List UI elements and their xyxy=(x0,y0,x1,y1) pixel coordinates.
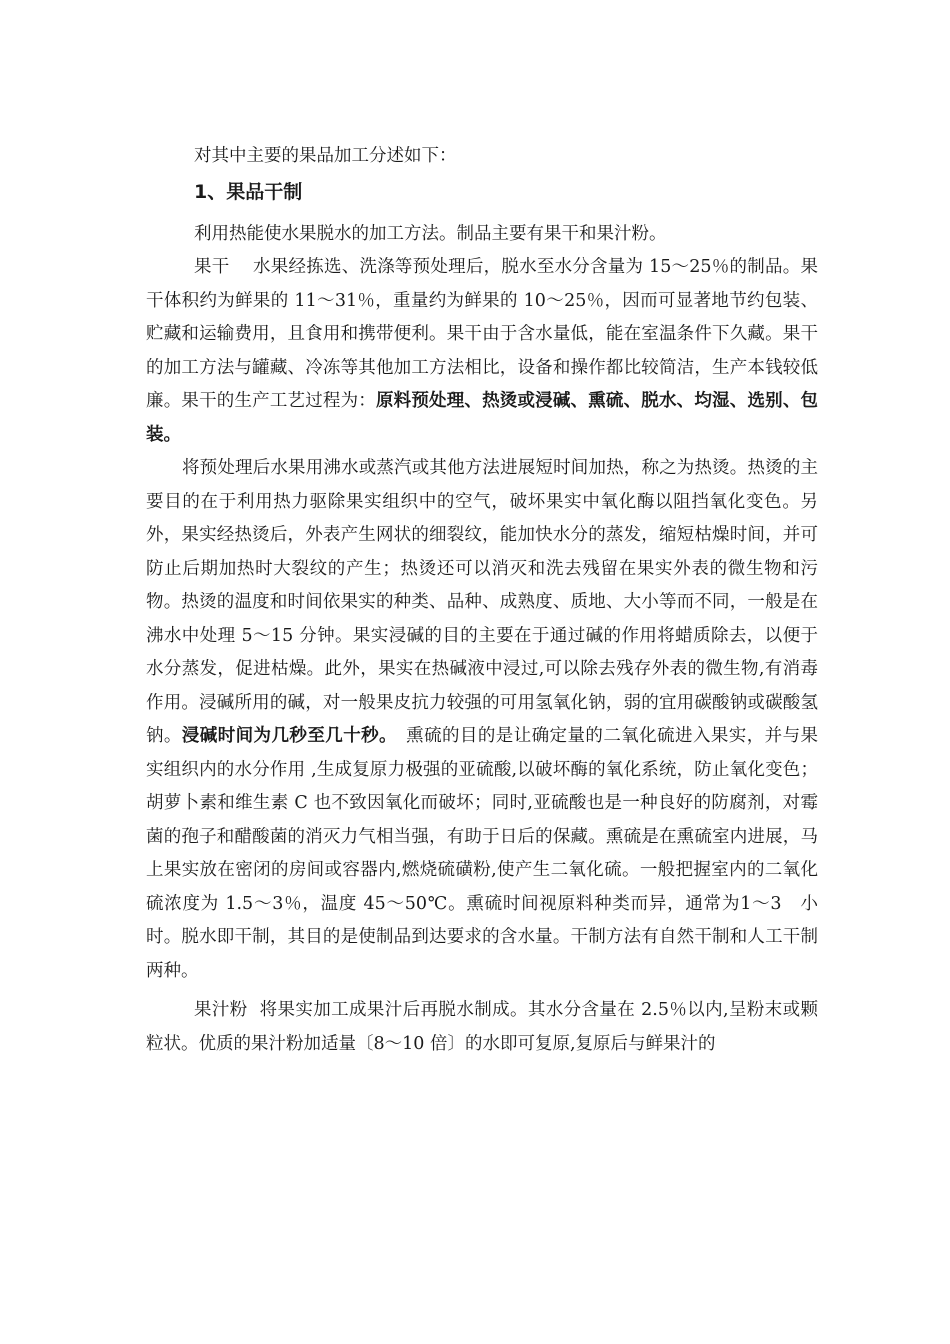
term-juice-powder: 果汁粉 xyxy=(194,1000,248,1020)
document-page xyxy=(146,140,818,1061)
paragraph-definition: 利用热能使水果脱水的加工方法。制品主要有果干和果汁粉。 xyxy=(194,223,667,244)
term-dried-fruit: 果干 xyxy=(194,257,230,277)
sulfuring-text: 熏硫的目的是让确定量的二氧化硫进入果实，并与果实组织内的水分作用 ,生成复原力极强的亚硫酸,以破坏酶的氧化系统，防止氧化变色；胡萝卜素和维生素 C 也不致因氧化而破坏；同时,亚硫酸也是一种良好的防腐剂，对霉菌的孢子和醋酸菌的消灭力气相当强，有助于日后的保藏。熏硫是在熏硫室内进展，马上果实放在密闭的房间或容器内,燃烧硫磺粉,使产生二氧化硫。一般把握室内的二氧化硫浓度为 1.5～3％，温度 45～50℃。熏硫时间视原料种类而异，通常为1～3 小时。脱水即干制，其目的是使制品到达要求的含水量。干制方法有自然干制和人工干制两种。 xyxy=(146,726,819,981)
section-heading: 1、果品干制 xyxy=(194,180,303,203)
intro-line: 对其中主要的果品加工分述如下： xyxy=(194,146,457,166)
blanching-text: 将预处理后水果用沸水或蒸汽或其他方法进展短时间加热，称之为热烫。热烫的主要目的在于利用热力驱除果实组织中的空气，破坏果实中氧化酶以阻挡氧化变色。另外，果实经热烫后，外表产生网状的细裂纹，能加快水分的蒸发，缩短枯燥时间，并可防止后期加热时大裂纹的产生；热烫还可以消灭和洗去残留在果实外表的微生物和污物。热烫的温度和时间依果实的种类、品种、成熟度、质地、大小等而不同，一般是在沸水中处理 5～15 分钟。果实浸碱的目的主要在于通过碱的作用将蜡质除去，以便于水分蒸发，促进枯燥。此外，果实在热碱液中浸过,可以除去残存外表的微生物,有消毒作用。浸碱所用的碱，对一般果皮抗力较强的可用氢氧化钠，弱的宜用碳酸钠或碳酸氢钠。 xyxy=(146,458,818,746)
paragraph-dried-fruit xyxy=(146,251,818,452)
dried-fruit-text: 水果经拣选、洗涤等预处理后，脱水至水分含量为 15～25％的制品。果干体积约为鲜果的 11～31％，重量约为鲜果的 10～25％，因而可显著地节约包装、贮藏和运输费用，且食用和携带便利。果干由于含水量低，能在室温条件下久藏。果干的加工方法与罐藏、冷冻等其他加工方法相比，设备和操作都比较简洁，生产本钱较低廉。果干的生产工艺过程为： xyxy=(146,257,818,411)
paragraph-blanching xyxy=(146,452,818,988)
alkali-time-bold: 浸碱时间为几秒至几十秒。 xyxy=(181,726,389,746)
paragraph-juice-powder xyxy=(146,994,818,1061)
process-steps-bold: 原料预处理、热烫或浸碱、熏硫、脱水、均湿、选别、包装。 xyxy=(146,391,819,445)
juice-powder-text: 将果实加工成果汁后再脱水制成。其水分含量在 2.5％以内,呈粉末或颗粒状。优质的果汁粉加适量〔8～10 倍〕的水即可复原,复原后与鲜果汁的 xyxy=(146,1000,818,1054)
